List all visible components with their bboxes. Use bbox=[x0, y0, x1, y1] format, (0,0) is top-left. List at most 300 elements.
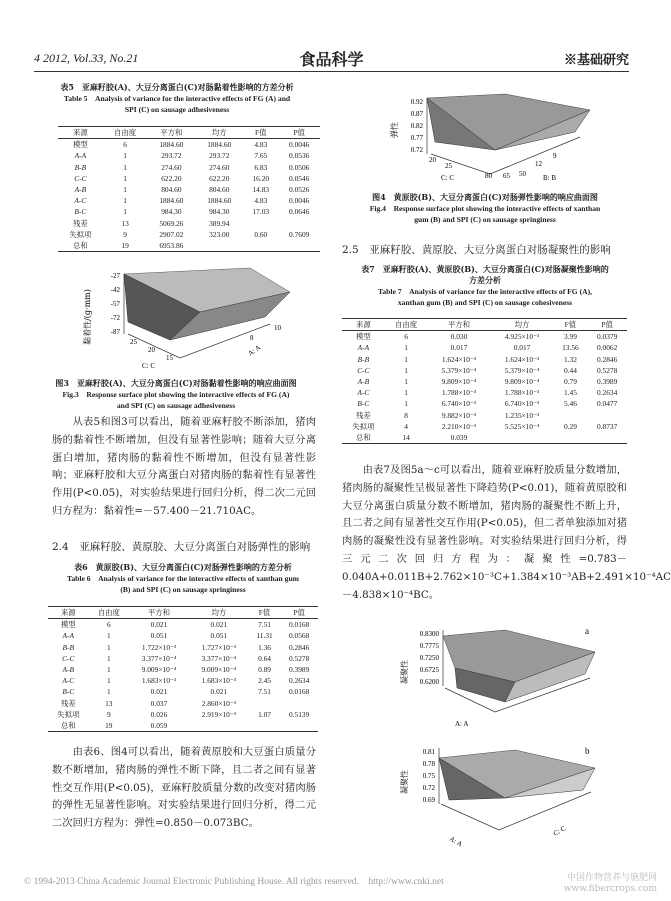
table-cell: 1 bbox=[123, 196, 127, 206]
table-cell: 0.0546 bbox=[289, 173, 310, 183]
table-cell: 5.525×10⁻⁴ bbox=[504, 421, 540, 431]
table-cell: 1 bbox=[123, 151, 127, 161]
table-header-cell: 均方 bbox=[195, 127, 243, 139]
table-cell: 1.45 bbox=[563, 388, 577, 398]
table-cell: 274.60 bbox=[161, 162, 182, 172]
fig4-xtick: 80 bbox=[485, 172, 492, 180]
table-cell: 2907.02 bbox=[159, 229, 184, 239]
fig5a-ylabel: 凝聚性 bbox=[400, 660, 409, 684]
table-cell: 9 bbox=[123, 229, 127, 239]
table-cell bbox=[554, 432, 588, 444]
table-cell: 984.30 bbox=[161, 207, 182, 217]
table-cell: 模型 bbox=[72, 140, 88, 150]
table-cell bbox=[280, 698, 318, 709]
table-cell: 2.210×10⁻³ bbox=[441, 421, 477, 431]
table-header-cell: 来源 bbox=[342, 319, 385, 331]
table5-caption bbox=[52, 82, 302, 115]
table-cell: 622.20 bbox=[209, 173, 230, 183]
table-row bbox=[58, 173, 320, 184]
table-cell: 8 bbox=[404, 410, 408, 420]
table-cell: 1 bbox=[404, 365, 408, 375]
table-cell: 0.021 bbox=[150, 620, 168, 630]
table-cell: 11.31 bbox=[256, 631, 273, 641]
table-cell: 9.809×10⁻⁴ bbox=[441, 377, 477, 387]
table-cell bbox=[587, 410, 627, 421]
fig3-ztick: -87 bbox=[110, 328, 120, 336]
table-cell: 1 bbox=[106, 665, 111, 675]
table-cell: 14 bbox=[385, 432, 428, 444]
table-cell: 7.65 bbox=[254, 151, 268, 161]
table-row bbox=[342, 354, 627, 365]
table-cell: 6.83 bbox=[254, 162, 268, 172]
table-cell: A-B bbox=[357, 377, 370, 387]
table-cell: 4 bbox=[404, 421, 408, 431]
table-cell: 1 bbox=[123, 185, 127, 195]
table-cell: 总和 bbox=[342, 432, 385, 444]
table-cell: 1 bbox=[404, 388, 408, 398]
table-header-cell: P值 bbox=[278, 127, 320, 139]
table-cell: 804.60 bbox=[161, 185, 182, 195]
table-cell: 总和 bbox=[48, 720, 89, 732]
table-cell: 总和 bbox=[58, 240, 103, 252]
table-cell: 残差 bbox=[355, 410, 371, 420]
table-cell: 1.32 bbox=[563, 354, 577, 364]
fig5b-ztick: 0.72 bbox=[422, 784, 435, 792]
table-cell: 323.00 bbox=[209, 229, 230, 239]
table-header-cell: 自由度 bbox=[89, 607, 130, 619]
fig5a-ztick: 0.8300 bbox=[419, 630, 439, 638]
table-cell: B-B bbox=[62, 642, 75, 652]
figure4-caption bbox=[340, 192, 630, 225]
table-cell: A-C bbox=[74, 196, 87, 206]
table-cell: 0.026 bbox=[150, 709, 168, 719]
table-cell bbox=[189, 720, 249, 732]
table-cell: 6 bbox=[106, 620, 111, 630]
table-cell: 0.5278 bbox=[596, 365, 618, 375]
table-cell: 6 bbox=[404, 332, 408, 342]
table-cell: 293.72 bbox=[161, 151, 182, 161]
table-row bbox=[342, 365, 627, 376]
fig3-xlabel: C: C bbox=[142, 362, 156, 370]
table-cell: 0.037 bbox=[150, 698, 168, 708]
table-cell: 1.36 bbox=[258, 642, 271, 652]
table-cell: 4.83 bbox=[254, 196, 268, 206]
table-cell: 3.377×10⁻⁴ bbox=[141, 653, 177, 663]
table-row bbox=[48, 653, 318, 664]
table-cell: 1.788×10⁻³ bbox=[441, 388, 477, 398]
table-cell: C-C bbox=[74, 173, 87, 183]
table-cell: 0.2846 bbox=[596, 354, 618, 364]
table-cell: 0.3989 bbox=[596, 377, 618, 387]
fig3-xtick: 20 bbox=[148, 346, 155, 354]
paragraph-adhesiveness: 从表5和图3可以看出，随着亚麻籽胶不断添加，猪肉肠的黏着性不断增加，但没有显著性影响；随着大豆分离蛋白增加，猪肉肠的黏着性不断增加，但没有显著性影响；亚麻籽胶和大豆分离蛋白对猪肉肠的黏着性有显著性作用(P<0.05)，对实验结果进行回归分析，得二次二元回归方程为：黏着性=－57.400－21.710AC。 bbox=[52, 416, 316, 517]
table-cell: 1 bbox=[106, 631, 111, 641]
table6-caption bbox=[48, 562, 318, 595]
fig3-xtick: 25 bbox=[130, 338, 137, 346]
table-cell: 0.0379 bbox=[596, 332, 618, 342]
table-cell: 6953.86 bbox=[147, 240, 195, 252]
paragraph-springiness: 由表6、图4可以看出，随着黄原胶和大豆蛋白质量分数不断增加，猪肉肠的弹性不断下降，且二者之间有显著性交互作用(P<0.05)，亚麻籽胶质量分数的改变对猪肉肠的弹性无显著性影响。对实验结果进行回归分析，得二元二次回归方程为：弹性=0.850－0.073BC。 bbox=[52, 746, 316, 830]
table-cell: 5.379×10⁻⁴ bbox=[504, 365, 540, 375]
fig4-xtick: 50 bbox=[519, 170, 526, 178]
table-cell: 1.683×10⁻³ bbox=[201, 676, 236, 686]
table-row bbox=[48, 675, 318, 686]
table-cell: 0.0168 bbox=[288, 620, 310, 630]
table-cell: 0.60 bbox=[254, 229, 268, 239]
table-row bbox=[58, 139, 320, 151]
table-cell: 0.7609 bbox=[289, 229, 310, 239]
fig5b-ylabel: 凝聚性 bbox=[400, 770, 409, 794]
fig4-ztick: 0.72 bbox=[410, 146, 423, 154]
table5-caption-en1: Table 5 Analysis of variance for the interactive effects of FG (A) and bbox=[63, 94, 291, 103]
table-cell: A-A bbox=[74, 151, 87, 161]
table-cell: B-C bbox=[62, 687, 75, 697]
table-cell: 0.89 bbox=[258, 665, 271, 675]
volume-info: 4 2012, Vol.33, No.21 bbox=[34, 51, 139, 65]
table7 bbox=[342, 318, 627, 444]
table-cell: 0.0646 bbox=[289, 207, 310, 217]
table-cell: 19 bbox=[89, 720, 130, 732]
table7-caption-en2: xanthan gum (B) and SPI (C) on sausage cohesiveness bbox=[397, 298, 573, 307]
table-cell: 274.60 bbox=[209, 162, 230, 172]
table-cell: 19 bbox=[103, 240, 148, 252]
table-cell: 0.0568 bbox=[288, 631, 310, 641]
table-cell: 1 bbox=[404, 354, 408, 364]
table-cell: 失拟项 bbox=[57, 709, 80, 719]
table-header-cell: 自由度 bbox=[385, 319, 428, 331]
fig4-ztick: 0.77 bbox=[410, 134, 423, 142]
table-row bbox=[58, 229, 320, 240]
section-2-5-heading: 2.5 亚麻籽胶、黄原胶、大豆分离蛋白对肠凝聚性的影响 bbox=[342, 244, 611, 256]
table-cell: 0.0536 bbox=[289, 151, 310, 161]
fig4-xtick: 25 bbox=[445, 162, 452, 170]
table-row bbox=[48, 698, 318, 709]
table-row bbox=[48, 642, 318, 653]
table-cell: 0.29 bbox=[563, 421, 577, 431]
table-cell: 0.0168 bbox=[288, 687, 310, 697]
table-row bbox=[48, 709, 318, 720]
table-cell: 5.379×10⁻⁴ bbox=[441, 365, 477, 375]
table-cell bbox=[249, 720, 281, 732]
fig4-ztick: 0.87 bbox=[410, 110, 423, 118]
table-cell: 1884.60 bbox=[159, 196, 184, 206]
table-cell: 1 bbox=[123, 162, 127, 172]
table-cell: A-B bbox=[74, 185, 87, 195]
fig5b-ylab2: C: C bbox=[552, 824, 568, 838]
section-label: ※基础研究 bbox=[563, 53, 629, 68]
fig4-caption-en2: gum (B) and SPI (C) on sausage springiness bbox=[414, 215, 556, 224]
fig3-ztick: -72 bbox=[110, 314, 120, 322]
table-cell: 2.45 bbox=[258, 676, 271, 686]
table-row bbox=[342, 432, 627, 444]
fig5b-ztick: 0.81 bbox=[422, 748, 435, 756]
watermark bbox=[564, 873, 657, 895]
table-cell: 4.83 bbox=[254, 140, 268, 150]
fig4-xtick: 20 bbox=[429, 156, 436, 164]
fig3-ztick: -42 bbox=[110, 286, 120, 294]
table5-caption-en2: SPI (C) on sausage adhesiveness bbox=[124, 105, 230, 114]
table-cell: 7.51 bbox=[258, 620, 271, 630]
table-cell: A-B bbox=[62, 665, 75, 675]
table-header-cell: F值 bbox=[249, 607, 281, 619]
fig4-caption-cn: 图4 黄原胶(B)、大豆分离蛋白(C)对肠弹性影响的响应曲面图 bbox=[372, 192, 598, 202]
table6-caption-cn: 表6 黄原胶(B)、大豆分离蛋白(C)对肠弹性影响的方差分析 bbox=[74, 562, 292, 572]
table-cell: 0.5278 bbox=[288, 653, 310, 663]
table-cell: 1884.60 bbox=[207, 140, 232, 150]
table-cell: A-C bbox=[357, 388, 370, 398]
table-cell: 1 bbox=[106, 687, 111, 697]
table-cell: 9 bbox=[106, 709, 111, 719]
table-row bbox=[342, 376, 627, 387]
figure3-plot bbox=[80, 262, 305, 372]
figure5a-plot bbox=[395, 622, 605, 732]
table-cell: 6.740×10⁻³ bbox=[441, 399, 477, 409]
table6-caption-en1: Table 6 Analysis of variance for the interactive effects of xanthan gum bbox=[66, 574, 299, 583]
fig4-ylab2: B: B bbox=[543, 174, 557, 182]
table-cell: 0.017 bbox=[450, 343, 468, 353]
table-cell: 1 bbox=[106, 653, 111, 663]
table-cell bbox=[195, 240, 243, 252]
table-cell: 0.030 bbox=[450, 332, 468, 342]
table-cell: 6.740×10⁻³ bbox=[504, 399, 540, 409]
table-cell: B-C bbox=[357, 399, 370, 409]
table-cell: 1.727×10⁻³ bbox=[201, 642, 236, 652]
table-cell: 293.72 bbox=[209, 151, 230, 161]
table-cell: 0.3989 bbox=[288, 665, 310, 675]
table-cell: 13 bbox=[105, 698, 113, 708]
table7-caption bbox=[340, 264, 630, 308]
table-cell: 13 bbox=[121, 218, 129, 228]
figure5b-plot bbox=[395, 740, 605, 850]
table-cell: 0.5139 bbox=[288, 709, 310, 719]
table7-caption-en1: Table 7 Analysis of variance for the interactive effects of FG (A), bbox=[377, 287, 593, 296]
fig3-caption-en2: and SPI (C) on sausage adhesiveness bbox=[116, 401, 236, 410]
fig5a-xlabel: A: A bbox=[455, 720, 469, 728]
table-cell: 2.860×10⁻³ bbox=[201, 698, 236, 708]
fig4-caption-en1: Fig.4 Response surface plot showing the interactive effects of xanthan bbox=[369, 204, 601, 213]
copyright-footer: © 1994-2013 China Academic Journal Electronic Publishing House. All rights reserved. http://www.cnki.net bbox=[24, 877, 444, 887]
table-cell: 3.99 bbox=[563, 332, 577, 342]
table-cell: 0.051 bbox=[210, 631, 228, 641]
table-cell: 0.64 bbox=[258, 653, 271, 663]
table-cell: 804.60 bbox=[209, 185, 230, 195]
table-row bbox=[58, 195, 320, 206]
table-cell: 984.30 bbox=[209, 207, 230, 217]
table-cell: 14.83 bbox=[252, 185, 270, 195]
table-cell: 1 bbox=[404, 343, 408, 353]
fig5a-ztick: 0.7250 bbox=[419, 654, 439, 662]
fig4-ytick: 9 bbox=[553, 152, 557, 160]
fig4-ytick: 12 bbox=[535, 160, 542, 168]
fig3-caption-en1: Fig.3 Response surface plot showing the interactive effects of FG (A) bbox=[62, 390, 290, 399]
table-cell: 5.46 bbox=[563, 399, 577, 409]
table-cell: 0.44 bbox=[563, 365, 577, 375]
table-cell: C-C bbox=[62, 653, 75, 663]
fig4-ylabel: 弹性 bbox=[390, 122, 399, 138]
table-row bbox=[58, 206, 320, 217]
table-cell: 1 bbox=[404, 377, 408, 387]
table-cell bbox=[280, 720, 318, 732]
table-cell: 1.624×10⁻³ bbox=[441, 354, 477, 364]
table-cell: 0.051 bbox=[150, 631, 168, 641]
table-cell: 0.039 bbox=[427, 432, 490, 444]
fig3-ztick: -57 bbox=[110, 300, 120, 308]
table-cell bbox=[278, 218, 320, 229]
table-cell: 6 bbox=[123, 140, 127, 150]
fig5a-ztick: 0.6725 bbox=[419, 666, 439, 674]
table-row bbox=[48, 619, 318, 631]
table-cell: A-A bbox=[357, 343, 370, 353]
table-row bbox=[342, 387, 627, 398]
journal-title: 食品科学 bbox=[299, 50, 364, 69]
table6 bbox=[48, 606, 318, 732]
table-cell: 1.624×10⁻³ bbox=[504, 354, 540, 364]
table-cell: 13.56 bbox=[562, 343, 579, 353]
table-cell: 0.8737 bbox=[596, 421, 618, 431]
fig3-ytick: 8 bbox=[250, 334, 254, 342]
table-row bbox=[342, 410, 627, 421]
fig4-xlabel: C: C bbox=[441, 174, 455, 182]
fig3-xtick: 15 bbox=[166, 354, 173, 362]
table-cell: 1.683×10⁻³ bbox=[141, 676, 177, 686]
table-cell: C-C bbox=[357, 365, 370, 375]
table-cell: 1 bbox=[106, 642, 111, 652]
table-cell: 1884.60 bbox=[207, 196, 232, 206]
table-row bbox=[58, 218, 320, 229]
table-cell: 模型 bbox=[60, 620, 76, 630]
table-row bbox=[48, 664, 318, 675]
table-row bbox=[58, 150, 320, 161]
table-cell: B-C bbox=[74, 207, 87, 217]
table-row bbox=[342, 342, 627, 353]
table-cell: 1 bbox=[404, 399, 408, 409]
table-header-cell: P值 bbox=[587, 319, 627, 331]
table-cell bbox=[491, 432, 554, 444]
table-cell: 失拟项 bbox=[69, 229, 92, 239]
table-cell: 1.235×10⁻³ bbox=[504, 410, 540, 420]
fig3-ztick: -27 bbox=[110, 272, 120, 280]
fig4-ztick: 0.82 bbox=[410, 122, 423, 130]
table-row bbox=[342, 398, 627, 409]
table-cell: 9.809×10⁻⁴ bbox=[504, 377, 540, 387]
table-row bbox=[342, 331, 627, 343]
table-header-cell: 均方 bbox=[491, 319, 554, 331]
table-cell: 1.722×10⁻³ bbox=[141, 642, 177, 652]
table-header-cell: 来源 bbox=[48, 607, 89, 619]
fig5a-panel-label: a bbox=[585, 626, 589, 636]
table-row bbox=[342, 421, 627, 432]
table-cell: A-C bbox=[62, 676, 75, 686]
fig5a-ztick: 0.6200 bbox=[419, 678, 439, 686]
watermark-line1: 中国作物营养与施肥网 bbox=[566, 873, 657, 883]
table-cell: 3.377×10⁻⁴ bbox=[201, 653, 237, 663]
table-cell: 0.0046 bbox=[289, 140, 310, 150]
table-cell: 1.07 bbox=[258, 709, 271, 719]
table-cell: 1.788×10⁻³ bbox=[504, 388, 540, 398]
table-row bbox=[58, 162, 320, 173]
fig5b-ztick: 0.78 bbox=[422, 760, 435, 768]
table-cell: 1 bbox=[106, 676, 111, 686]
table-cell: 622.20 bbox=[161, 173, 182, 183]
table-cell: 5069.26 bbox=[159, 218, 184, 228]
table-cell: 9.009×10⁻⁴ bbox=[201, 665, 237, 675]
fig5b-ztick: 0.69 bbox=[422, 796, 435, 804]
table-cell bbox=[554, 410, 588, 421]
table-cell: 0.79 bbox=[563, 377, 577, 387]
table-cell: A-A bbox=[62, 631, 75, 641]
table-cell: 残差 bbox=[60, 698, 76, 708]
table-cell bbox=[243, 240, 278, 252]
table6-caption-en2: (B) and SPI (C) on sausage springiness bbox=[120, 585, 246, 594]
table5-caption-cn: 表5 亚麻籽胶(A)、大豆分离蛋白(C)对肠黏着性影响的方差分析 bbox=[60, 82, 294, 92]
table-cell: 7.51 bbox=[258, 687, 271, 697]
table-header-cell: 均方 bbox=[189, 607, 249, 619]
table-cell: 失拟项 bbox=[352, 421, 375, 431]
table-cell: 9.882×10⁻³ bbox=[441, 410, 477, 420]
table-cell: 4.925×10⁻³ bbox=[504, 332, 540, 342]
table-cell: 0.2634 bbox=[288, 676, 310, 686]
table-cell: 0.0477 bbox=[596, 399, 618, 409]
table-cell: 0.017 bbox=[513, 343, 531, 353]
table-cell: 0.2634 bbox=[596, 388, 618, 398]
fig3-ylabel: 黏着性/(g·mm) bbox=[83, 289, 92, 345]
table-header-cell: 平方和 bbox=[147, 127, 195, 139]
table-cell: 0.021 bbox=[210, 620, 228, 630]
paragraph-cohesiveness: 由表7及图5a～c可以看出，随着亚麻籽胶质量分数增加，猪肉肠的凝聚性呈极显著性下降趋势(P<0.01)，随着黄原胶和大豆分离蛋白质量分数不断增加，猪肉肠的凝聚性不断上升，且二者之间有显著性交互作用(P<0.05)，但二者单独添加对猪肉肠的凝聚性没有显著性影响。对实验结果进行回归分析，得三元二次回归方程为：凝聚性=0.783－0.040A+0.011B+2.762×10⁻³C+1.384×10⁻³AB+2.491×10⁻⁴AC－4.838×10⁻⁴BC。 bbox=[342, 464, 671, 601]
page-header bbox=[34, 49, 629, 72]
table-header-cell: 来源 bbox=[58, 127, 103, 139]
table-cell: B-B bbox=[357, 354, 370, 364]
fig4-xtick: 65 bbox=[503, 172, 510, 180]
table7-caption-cn1: 表7 亚麻籽胶(A)、黄原胶(B)、大豆分离蛋白(C)对肠凝聚性影响的 bbox=[361, 264, 609, 274]
figure4-plot bbox=[385, 92, 595, 187]
table-header-cell: 平方和 bbox=[427, 319, 490, 331]
table-cell: 0.021 bbox=[210, 687, 228, 697]
table-row bbox=[48, 630, 318, 641]
table-cell: 1 bbox=[123, 207, 127, 217]
table-cell: 2.919×10⁻³ bbox=[201, 709, 236, 719]
table-cell bbox=[243, 218, 278, 229]
table-cell: 9.009×10⁻⁴ bbox=[141, 665, 177, 675]
table-cell: 0.059 bbox=[129, 720, 189, 732]
table-cell bbox=[249, 698, 281, 709]
table-cell: B-B bbox=[74, 162, 87, 172]
table-cell: 1884.60 bbox=[159, 140, 184, 150]
section-2-4-heading: 2.4 亚麻籽胶、黄原胶、大豆分离蛋白对肠弹性的影响 bbox=[52, 541, 311, 553]
table-cell: 389.94 bbox=[209, 218, 230, 228]
fig5a-ztick: 0.7775 bbox=[419, 642, 439, 650]
table-cell: 17.03 bbox=[252, 207, 270, 217]
table-row bbox=[48, 686, 318, 697]
table-header-cell: 平方和 bbox=[129, 607, 189, 619]
table-row bbox=[58, 184, 320, 195]
fig3-caption-cn: 图3 亚麻籽胶(A)、大豆分离蛋白(C)对肠黏着性影响的响应曲面图 bbox=[55, 378, 297, 388]
table-header-cell: P值 bbox=[280, 607, 318, 619]
watermark-line2: www.fibercrops.com bbox=[563, 884, 657, 894]
fig3-ytick: 10 bbox=[274, 324, 281, 332]
fig5b-panel-label: b bbox=[585, 746, 590, 756]
fig5b-xlabel: A: A bbox=[448, 834, 464, 849]
table-cell: 0.2846 bbox=[288, 642, 310, 652]
table-header-cell: F值 bbox=[243, 127, 278, 139]
table-cell bbox=[587, 432, 627, 444]
table-cell: 0.0506 bbox=[289, 162, 310, 172]
table-header-cell: 自由度 bbox=[103, 127, 148, 139]
table-header-cell: F值 bbox=[554, 319, 588, 331]
table-cell: 1 bbox=[123, 173, 127, 183]
table-cell: 残差 bbox=[72, 218, 88, 228]
table-cell: 0.0526 bbox=[289, 185, 310, 195]
